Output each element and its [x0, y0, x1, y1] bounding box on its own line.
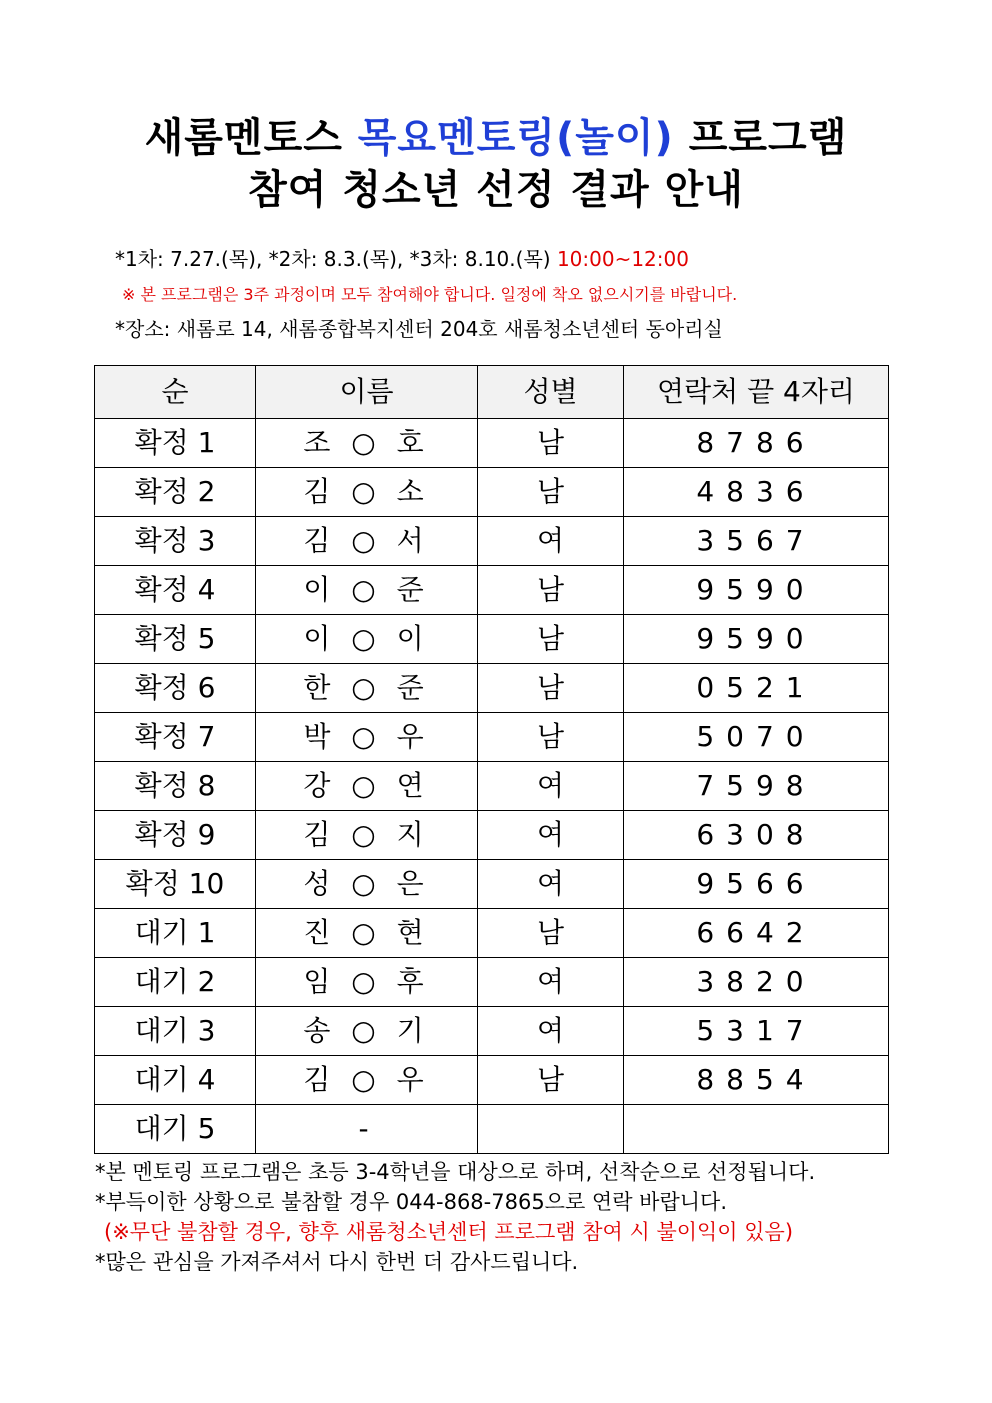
table-row [95, 1056, 889, 1105]
header-name: 이름 [256, 366, 478, 419]
gender-cell: 남 [478, 1056, 624, 1105]
name-cell: 박 ○ 우 [256, 713, 478, 762]
table-body [95, 419, 889, 1154]
table-row [95, 468, 889, 517]
phone-cell: 5317 [624, 1007, 889, 1056]
footer-note-warning: (※무단 불참할 경우, 향후 새롬청소년센터 프로그램 참여 시 불이익이 있음) [104, 1220, 794, 1244]
phone-cell: 9566 [624, 860, 889, 909]
header-gender: 성별 [478, 366, 624, 419]
name-cell: - [256, 1105, 478, 1154]
name-cell: 진 ○ 현 [256, 909, 478, 958]
selection-table [94, 365, 889, 1154]
table-row [95, 958, 889, 1007]
gender-cell: 여 [478, 958, 624, 1007]
title-highlight: 목요멘토링(놀이) [357, 115, 674, 161]
phone-cell: 4836 [624, 468, 889, 517]
phone-cell: 8854 [624, 1056, 889, 1105]
table-header-row [95, 366, 889, 419]
header-order: 순 [95, 366, 256, 419]
order-cell: 확정 6 [95, 664, 256, 713]
phone-cell: 3820 [624, 958, 889, 1007]
name-cell: 김 ○ 우 [256, 1056, 478, 1105]
phone-cell: 9590 [624, 615, 889, 664]
phone-cell: 6308 [624, 811, 889, 860]
gender-cell [478, 1105, 624, 1154]
place-line: *장소: 새롬로 14, 새롬종합복지센터 204호 새롬청소년센터 동아리실 [115, 317, 723, 341]
order-cell: 확정 1 [95, 419, 256, 468]
phone-cell: 6642 [624, 909, 889, 958]
order-cell: 확정 7 [95, 713, 256, 762]
schedule-time: 10:00~12:00 [556, 247, 689, 271]
table-row [95, 615, 889, 664]
name-cell: 송 ○ 기 [256, 1007, 478, 1056]
name-cell: 강 ○ 연 [256, 762, 478, 811]
gender-cell: 여 [478, 762, 624, 811]
name-cell: 이 ○ 이 [256, 615, 478, 664]
table-row [95, 762, 889, 811]
phone-cell: 9590 [624, 566, 889, 615]
gender-cell: 남 [478, 909, 624, 958]
name-cell: 이 ○ 준 [256, 566, 478, 615]
gender-cell: 여 [478, 1007, 624, 1056]
phone-cell: 3567 [624, 517, 889, 566]
title-suffix: 프로그램 [688, 115, 848, 161]
footer-note-thanks: *많은 관심을 가져주셔서 다시 한번 더 감사드립니다. [95, 1250, 579, 1274]
gender-cell: 남 [478, 566, 624, 615]
page-title-line1 [0, 114, 992, 162]
table-row [95, 713, 889, 762]
name-cell: 성 ○ 은 [256, 860, 478, 909]
gender-cell: 여 [478, 517, 624, 566]
footer-note-contact: *부득이한 상황으로 불참할 경우 044-868-7865으로 연락 바랍니다. [95, 1190, 727, 1214]
order-cell: 확정 3 [95, 517, 256, 566]
phone-cell: 8786 [624, 419, 889, 468]
order-cell: 확정 9 [95, 811, 256, 860]
title-prefix: 새롬멘토스 [144, 115, 343, 161]
table-row [95, 517, 889, 566]
page-title-line2: 참여 청소년 선정 결과 안내 [248, 167, 744, 213]
table-row [95, 419, 889, 468]
gender-cell: 남 [478, 664, 624, 713]
name-cell: 김 ○ 서 [256, 517, 478, 566]
order-cell: 대기 1 [95, 909, 256, 958]
gender-cell: 여 [478, 811, 624, 860]
gender-cell: 남 [478, 615, 624, 664]
name-cell: 임 ○ 후 [256, 958, 478, 1007]
header-phone: 연락처 끝 4자리 [624, 366, 889, 419]
phone-cell: 5070 [624, 713, 889, 762]
gender-cell: 남 [478, 419, 624, 468]
order-cell: 확정 8 [95, 762, 256, 811]
table-row [95, 664, 889, 713]
table-row [95, 860, 889, 909]
order-cell: 확정 4 [95, 566, 256, 615]
schedule-dates: *1차: 7.27.(목), *2차: 8.3.(목), *3차: 8.10.(목) [115, 247, 551, 271]
phone-cell: 0521 [624, 664, 889, 713]
table-row [95, 1105, 889, 1154]
order-cell: 대기 2 [95, 958, 256, 1007]
name-cell: 김 ○ 지 [256, 811, 478, 860]
footer-note-target: *본 멘토링 프로그램은 초등 3-4학년을 대상으로 하며, 선착순으로 선정됩니다. [95, 1160, 816, 1184]
schedule-line [115, 246, 689, 272]
order-cell: 확정 2 [95, 468, 256, 517]
gender-cell: 남 [478, 468, 624, 517]
phone-cell [624, 1105, 889, 1154]
gender-cell: 남 [478, 713, 624, 762]
attendance-notice: ※ 본 프로그램은 3주 과정이며 모두 참여해야 합니다. 일정에 착오 없으시기를 바랍니다. [122, 285, 738, 304]
order-cell: 대기 3 [95, 1007, 256, 1056]
table-row [95, 566, 889, 615]
table-row [95, 1007, 889, 1056]
order-cell: 대기 5 [95, 1105, 256, 1154]
table-row [95, 811, 889, 860]
order-cell: 대기 4 [95, 1056, 256, 1105]
name-cell: 한 ○ 준 [256, 664, 478, 713]
phone-cell: 7598 [624, 762, 889, 811]
name-cell: 김 ○ 소 [256, 468, 478, 517]
order-cell: 확정 5 [95, 615, 256, 664]
order-cell: 확정 10 [95, 860, 256, 909]
gender-cell: 여 [478, 860, 624, 909]
name-cell: 조 ○ 호 [256, 419, 478, 468]
table-row [95, 909, 889, 958]
